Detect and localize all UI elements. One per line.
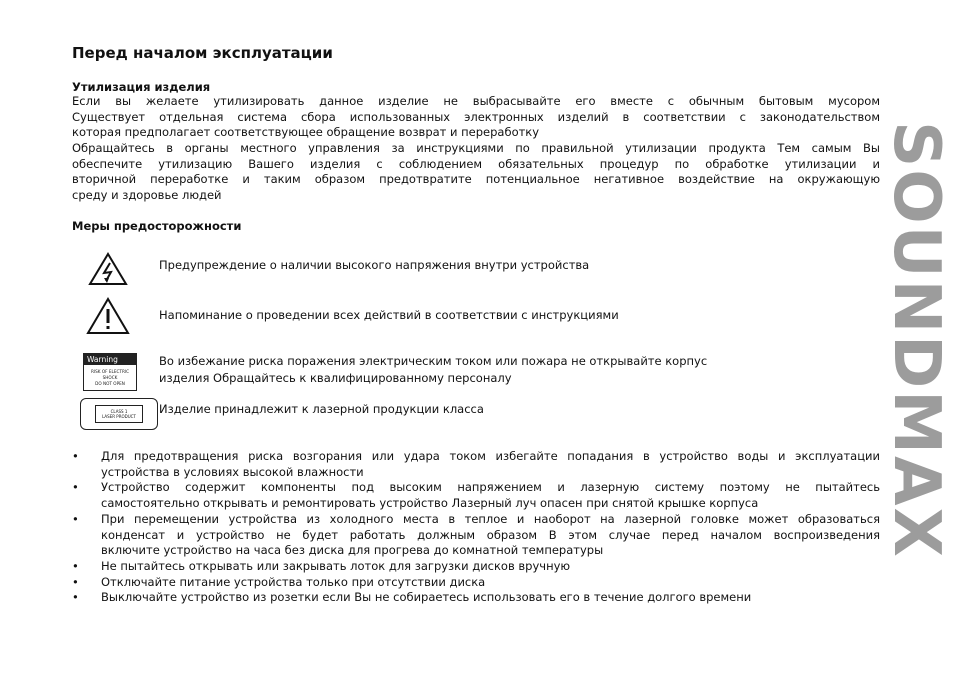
text-line: которая предполагает соответствующее обращение возврат и переработку xyxy=(72,125,540,139)
list-item xyxy=(72,559,880,575)
list-item xyxy=(72,512,880,559)
list-item xyxy=(72,480,880,511)
brand-logo xyxy=(879,55,953,625)
bullet-icon: • xyxy=(72,590,79,605)
bullet-icon: • xyxy=(72,449,79,463)
list-item xyxy=(72,449,880,480)
exclamation-triangle-icon xyxy=(86,297,130,335)
laser-class-label-icon xyxy=(80,398,158,430)
recycling-paragraph-1 xyxy=(72,94,880,141)
text-line: конденсат и устройство не будет работать должным образом В этом случае перед началом воспроизведения xyxy=(101,527,880,542)
warning-label-caption xyxy=(84,369,136,387)
warning-label-line: DO NOT OPEN xyxy=(95,381,125,386)
precaution-text xyxy=(159,353,707,387)
text-line: Существует отдельная система сбора использованных электронных изделий в соответствии с законодательством xyxy=(72,109,880,124)
bullet-icon: • xyxy=(72,480,79,495)
list-item xyxy=(72,590,880,606)
laser-label-line: LASER PRODUCT xyxy=(102,414,136,419)
text-line: При перемещении устройства из холодного места в теплое и наоборот на лазерной головке может образоваться xyxy=(101,511,880,526)
page-title: Перед началом эксплуатации xyxy=(72,44,333,62)
recycling-paragraph-2 xyxy=(72,141,880,203)
precaution-text: Предупреждение о наличии высокого напряжения внутри устройства xyxy=(159,258,590,272)
text-line: среду и здоровье людей xyxy=(72,187,222,202)
high-voltage-triangle-icon xyxy=(88,252,128,286)
text-line: обеспечите утилизацию Вашего изделия с соблюдением обязательных процедур по обработке утилизации и xyxy=(72,156,880,171)
text-line: Для предотвращения риска возгорания или удара током избегайте попадания в устройство воды и эксплуатации xyxy=(101,449,880,463)
precaution-text: Напоминание о проведении всех действий в соответствии с инструкциями xyxy=(159,308,619,322)
precautions-list xyxy=(72,449,880,606)
list-item xyxy=(72,575,880,591)
brand-logo-text: SOUNDMAX xyxy=(879,121,953,559)
laser-label-box xyxy=(95,405,143,423)
warning-label-line: RISK OF ELECTRIC SHOCK xyxy=(90,369,130,380)
precautions-heading: Меры предосторожности xyxy=(72,219,242,233)
text-line: изделия Обращайтесь к квалифицированному персоналу xyxy=(159,371,512,385)
precaution-high-voltage xyxy=(80,252,800,288)
text-line: устройства в условиях высокой влажности xyxy=(101,464,364,479)
precaution-text: Изделие принадлежит к лазерной продукции класса xyxy=(159,402,484,416)
bullet-icon: • xyxy=(72,558,79,573)
recycling-heading: Утилизация изделия xyxy=(72,80,211,94)
warning-label-icon xyxy=(83,353,137,391)
text-line: Отключайте питание устройства только при отсутствии диска xyxy=(101,574,486,589)
precaution-laser-class xyxy=(80,398,800,430)
laser-label-line: CLASS 1 xyxy=(110,409,128,414)
precaution-electric-shock xyxy=(80,353,800,391)
text-line: Не пытайтесь открывать или закрывать лоток для загрузки дисков вручную xyxy=(101,558,571,573)
text-line: самостоятельно открывать и ремонтировать устройство Лазерный луч опасен при снятой крышке корпуса xyxy=(101,496,759,511)
text-line: Во избежание риска поражения электрическим током или пожара не открывайте корпус xyxy=(159,354,708,368)
text-line: включите устройство на часа без диска для прогрева до комнатной температуры xyxy=(101,543,604,558)
bullet-icon: • xyxy=(72,574,79,589)
text-line: Устройство содержит компоненты под высоким напряжением и лазерную систему поэтому не пытайтесь xyxy=(101,480,880,495)
text-line: Обращайтесь в органы местного управления за инструкциями по правильной утилизации продукта Тем самым Вы xyxy=(72,141,880,155)
text-line: вторичной переработке и таким образом предотвратите потенциальное негативное воздействие на окружающую xyxy=(72,172,880,186)
text-line: Если вы желаете утилизировать данное изделие не выбрасывайте его вместе с обычным бытовым мусором xyxy=(72,94,880,108)
text-line: Выключайте устройство из розетки если Вы не собираетесь использовать его в течение долгого времени xyxy=(101,590,752,605)
bullet-icon: • xyxy=(72,511,79,526)
precaution-instructions xyxy=(80,297,800,337)
warning-label-header: Warning xyxy=(84,354,136,365)
